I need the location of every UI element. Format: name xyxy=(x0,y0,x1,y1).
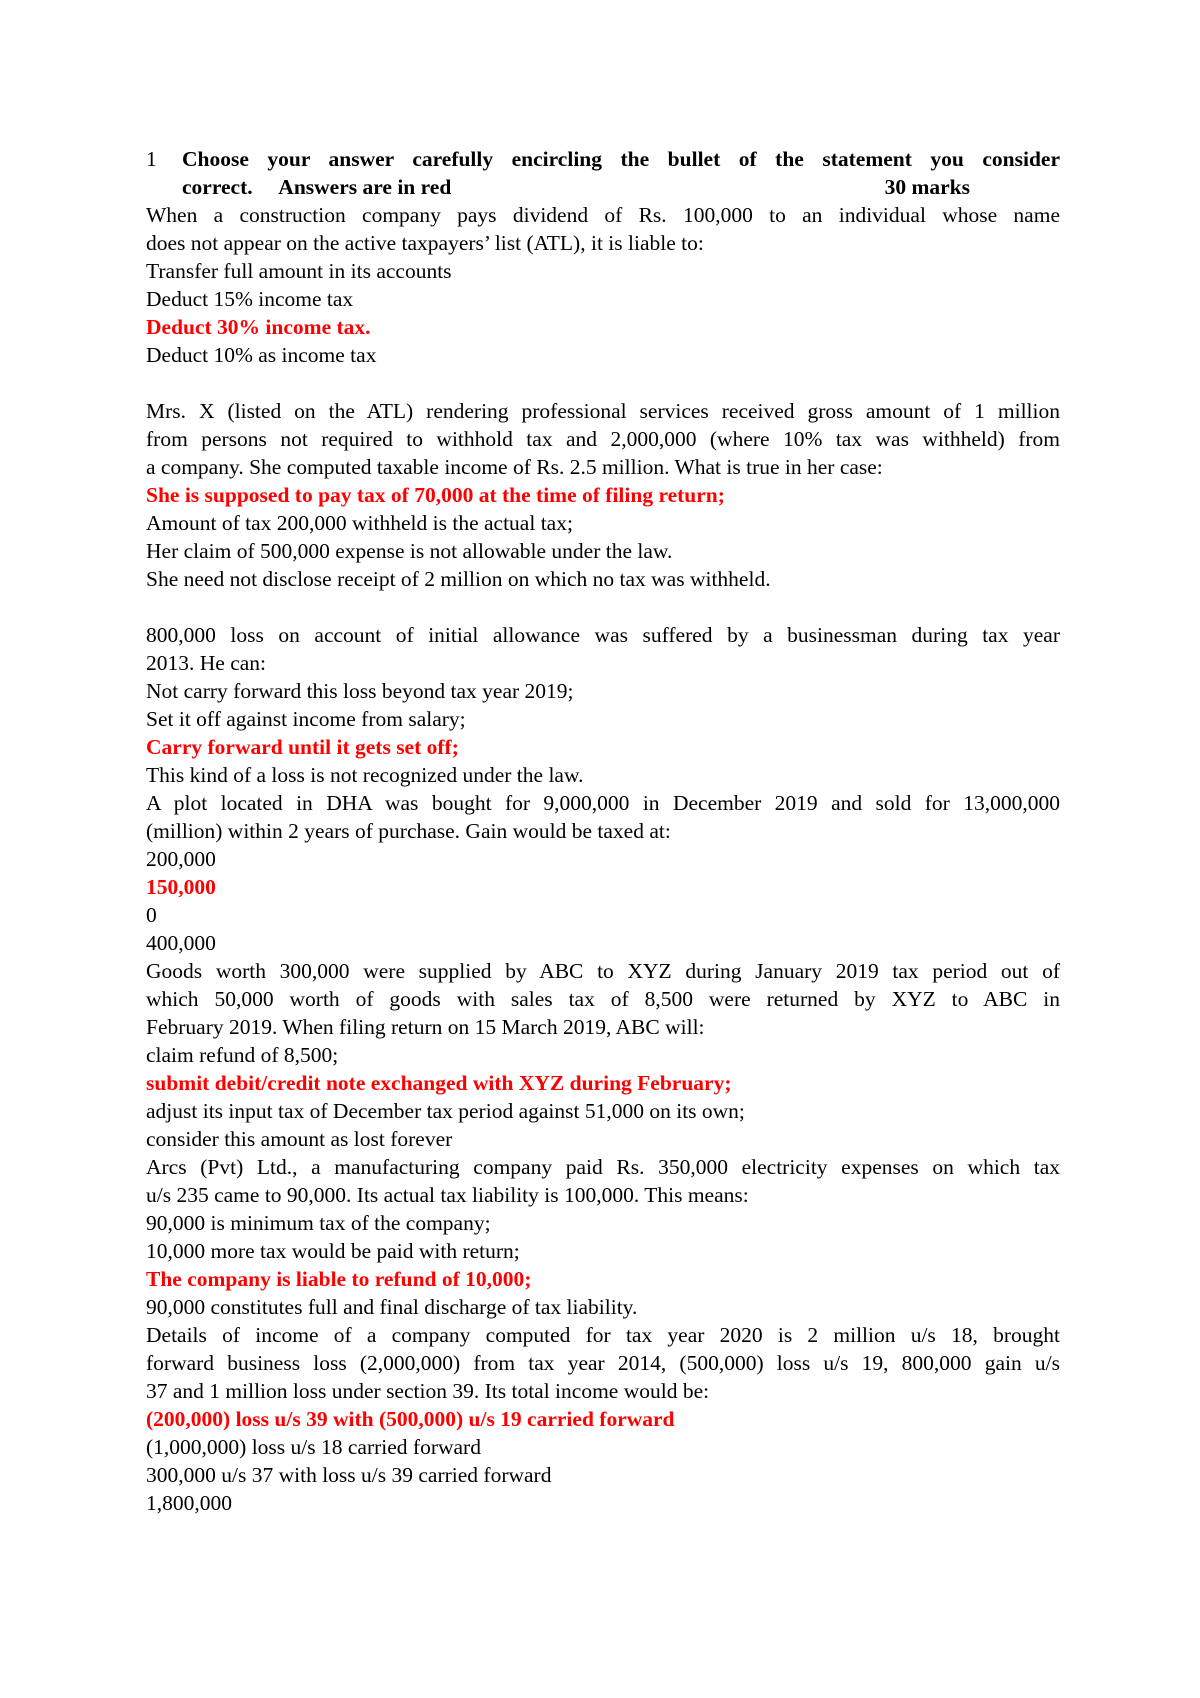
question-stem-line: Goods worth 300,000 were supplied by ABC to XYZ during January 2019 tax period out of xyxy=(146,959,1060,983)
correct-answer-option[interactable]: The company is liable to refund of 10,000; xyxy=(146,1267,532,1291)
answer-option[interactable]: 0 xyxy=(146,903,157,927)
answer-option[interactable]: Set it off against income from salary; xyxy=(146,707,466,731)
document-page xyxy=(146,145,1060,1517)
answer-option[interactable]: She need not disclose receipt of 2 million on which no tax was withheld. xyxy=(146,567,771,591)
correct-answer-option[interactable]: Carry forward until it gets set off; xyxy=(146,735,459,759)
paragraph-gap xyxy=(146,369,1060,397)
heading-line-2 xyxy=(182,173,1060,201)
question-stem-line: February 2019. When filing return on 15 March 2019, ABC will: xyxy=(146,1015,705,1039)
answer-option[interactable]: consider this amount as lost forever xyxy=(146,1127,453,1151)
answer-option[interactable]: Transfer full amount in its accounts xyxy=(146,259,452,283)
correct-answer-option[interactable]: (200,000) loss u/s 39 with (500,000) u/s 19 carried forward xyxy=(146,1407,675,1431)
question-block xyxy=(146,201,1060,369)
question-block xyxy=(146,789,1060,957)
answer-option[interactable]: Deduct 10% as income tax xyxy=(146,343,377,367)
answer-option[interactable]: Deduct 15% income tax xyxy=(146,287,354,311)
question-stem-line: does not appear on the active taxpayers’ list (ATL), it is liable to: xyxy=(146,231,704,255)
question-stem-line: which 50,000 worth of goods with sales tax of 8,500 were returned by XYZ to ABC in xyxy=(146,987,1060,1011)
question-block xyxy=(146,621,1060,789)
correct-answer-option[interactable]: She is supposed to pay tax of 70,000 at the time of filing return; xyxy=(146,483,725,507)
answer-option[interactable]: 400,000 xyxy=(146,931,216,955)
answer-option[interactable]: 1,800,000 xyxy=(146,1491,232,1515)
question-stem-line: Arcs (Pvt) Ltd., a manufacturing company paid Rs. 350,000 electricity expenses on which tax xyxy=(146,1155,1060,1179)
heading-line-1: Choose your answer carefully encircling the bullet of the statement you consider xyxy=(182,147,1060,171)
question-stem-line: 2013. He can: xyxy=(146,651,267,675)
question-list xyxy=(146,201,1060,1517)
question-block xyxy=(146,957,1060,1153)
question-stem-line: from persons not required to withhold tax and 2,000,000 (where 10% tax was withheld) from xyxy=(146,427,1060,451)
answer-option[interactable]: adjust its input tax of December tax period against 51,000 on its own; xyxy=(146,1099,745,1123)
question-block xyxy=(146,397,1060,593)
correct-answer-option[interactable]: Deduct 30% income tax. xyxy=(146,315,371,339)
answer-option[interactable]: 10,000 more tax would be paid with return; xyxy=(146,1239,520,1263)
question-stem-line: 37 and 1 million loss under section 39. Its total income would be: xyxy=(146,1379,710,1403)
answer-option[interactable]: Amount of tax 200,000 withheld is the actual tax; xyxy=(146,511,573,535)
question-block xyxy=(146,1321,1060,1517)
marks-label: 30 marks xyxy=(884,175,970,199)
question-stem-line: A plot located in DHA was bought for 9,000,000 in December 2019 and sold for 13,000,000 xyxy=(146,791,1060,815)
question-stem-line: 800,000 loss on account of initial allowance was suffered by a businessman during tax year xyxy=(146,623,1060,647)
question-stem-line: u/s 235 came to 90,000. Its actual tax liability is 100,000. This means: xyxy=(146,1183,749,1207)
answer-option[interactable]: 200,000 xyxy=(146,847,216,871)
answer-option[interactable]: 90,000 is minimum tax of the company; xyxy=(146,1211,491,1235)
heading-instruction: correct. Answers are in red xyxy=(182,175,452,199)
question-heading xyxy=(146,145,1060,201)
answer-option[interactable]: This kind of a loss is not recognized under the law. xyxy=(146,763,584,787)
answer-option[interactable]: Her claim of 500,000 expense is not allowable under the law. xyxy=(146,539,673,563)
question-number: 1 xyxy=(146,147,157,171)
question-stem-line: (million) within 2 years of purchase. Gain would be taxed at: xyxy=(146,819,671,843)
answer-option[interactable]: 300,000 u/s 37 with loss u/s 39 carried forward xyxy=(146,1463,552,1487)
answer-option[interactable]: claim refund of 8,500; xyxy=(146,1043,339,1067)
question-stem-line: a company. She computed taxable income of Rs. 2.5 million. What is true in her case: xyxy=(146,455,883,479)
question-block xyxy=(146,1153,1060,1321)
answer-option[interactable]: Not carry forward this loss beyond tax year 2019; xyxy=(146,679,574,703)
answer-option[interactable]: (1,000,000) loss u/s 18 carried forward xyxy=(146,1435,481,1459)
question-stem-line: forward business loss (2,000,000) from tax year 2014, (500,000) loss u/s 19, 800,000 gain u/s xyxy=(146,1351,1060,1375)
correct-answer-option[interactable]: submit debit/credit note exchanged with XYZ during February; xyxy=(146,1071,732,1095)
heading-text xyxy=(182,145,1060,201)
question-stem-line: Details of income of a company computed for tax year 2020 is 2 million u/s 18, brought xyxy=(146,1323,1060,1347)
answer-option[interactable]: 90,000 constitutes full and final discharge of tax liability. xyxy=(146,1295,638,1319)
correct-answer-option[interactable]: 150,000 xyxy=(146,875,216,899)
question-stem-line: When a construction company pays dividend of Rs. 100,000 to an individual whose name xyxy=(146,203,1060,227)
question-stem-line: Mrs. X (listed on the ATL) rendering professional services received gross amount of 1 million xyxy=(146,399,1060,423)
paragraph-gap xyxy=(146,593,1060,621)
